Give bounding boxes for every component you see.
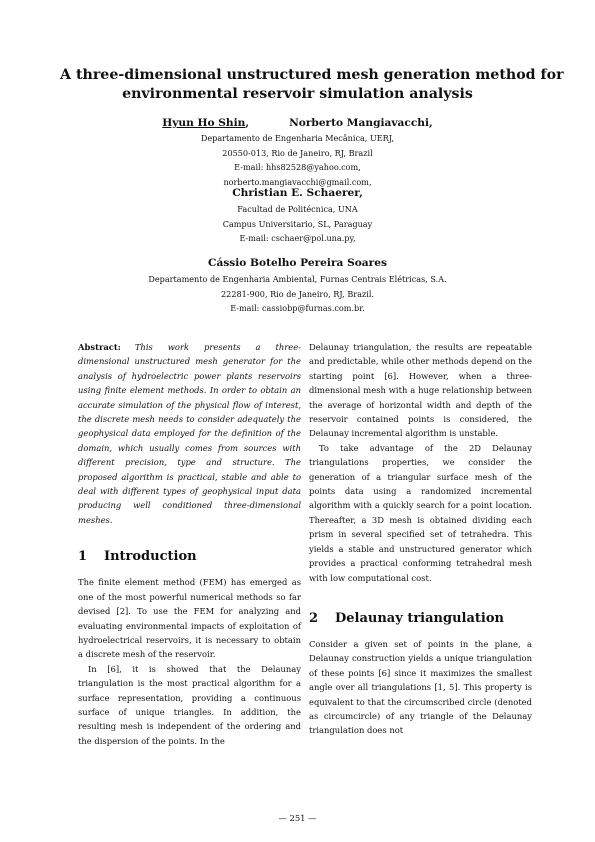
email-line: E-mail: cassiobp@furnas.com.br. bbox=[230, 303, 365, 314]
author-trailing-comma: , bbox=[429, 117, 433, 129]
affiliation-line: Campus Universitario, SL, Paraguay bbox=[222, 218, 373, 229]
paper-title bbox=[60, 66, 564, 104]
author-name-shin: Hyun Ho Shin bbox=[162, 117, 246, 129]
section-heading-introduction bbox=[78, 549, 301, 565]
section-title: Introduction bbox=[104, 549, 197, 565]
abstract-text: This work presents a three-dimensional unstructured mesh generator for the analysis of hydroelectric power plants reservoirs using finite element methods. In order to obtain an accurate simulation of the physical flow of interest, the discrete mesh needs to consider adequately the geophysical data employed for the definition of the domain, which usually comes from sources with different precision, type and structure. The proposed algorithm is practical, stable and able to deal with different types of geophysical input data producing well conditioned three-dimensional meshes. bbox=[78, 342, 301, 525]
title-line-2: environmental reservoir simulation analysis bbox=[122, 86, 473, 102]
author-name-mangiavacchi: Norberto Mangiavacchi bbox=[289, 117, 430, 129]
affiliation-block-furnas bbox=[0, 272, 595, 316]
email-primary: E-mail: hhs82528@yahoo.com, bbox=[234, 162, 361, 173]
abstract-label: Abstract: bbox=[78, 342, 121, 352]
author-name-soares: Cássio Botelho Pereira Soares bbox=[208, 257, 387, 269]
body-paragraph: Consider a given set of points in the plane, a Delaunay construction yields a unique triangulation of these points [6] since it maximizes the smallest angle over all triangulations [1, 5]. This property is equivalent to that the circumscribed circle (denoted as circumcircle) of any triangle of the Delaunay triangulation does not bbox=[309, 638, 532, 736]
section-title: Delaunay triangulation bbox=[335, 610, 504, 626]
body-paragraph: In [6], it is showed that the Delaunay triangulation is the most practical algorithm for a surface representation, providing a continuous surface of unique triangles. In addition, the resulting mesh is independent of the ordering and the dispersion of the points. In the bbox=[78, 663, 301, 746]
author-line bbox=[0, 116, 595, 130]
affiliation-line: 22281-900, Rio de Janeiro, RJ, Brazil. bbox=[221, 288, 374, 299]
affiliation-line: Departamento de Engenharia Mecânica, UERJ, bbox=[200, 133, 395, 143]
left-column bbox=[78, 340, 301, 748]
affiliation-line: Departamento de Engenharia Ambiental, Furnas Centrais Elétricas, S.A. bbox=[148, 274, 447, 284]
email-line bbox=[0, 160, 595, 189]
section-number: 1 bbox=[78, 549, 88, 565]
right-column bbox=[309, 340, 532, 738]
body-paragraph: Delaunay triangulation, the results are repeatable and predictable, while other methods depend on the starting point [6]. However, when a three-dimensional mesh with a huge relationship between the average of horizontal width and depth of the reservoir contained points is considered, the Delaunay incremental algorithm is unstable. bbox=[309, 342, 532, 439]
email-line: E-mail: cschaer@pol.una.py, bbox=[239, 233, 356, 244]
author-name-schaerer: Christian E. Schaerer, bbox=[232, 187, 363, 199]
affiliation-line: Facultad de Politécnica, UNA bbox=[237, 204, 358, 214]
affiliation-block-uerj bbox=[0, 131, 595, 189]
body-paragraph: The finite element method (FEM) has emerged as one of the most powerful numerical methods so far devised [2]. To use the FEM for analyzing and evaluating environmental impacts of exploitation of hydroelectrical reservoirs, it is necessary to obtain a discrete mesh of the reservoir. bbox=[78, 577, 301, 660]
abstract bbox=[78, 340, 301, 527]
section-number: 2 bbox=[309, 610, 319, 626]
title-line-1: A three-dimensional unstructured mesh generation method for bbox=[60, 67, 564, 83]
affiliation-line: 20550-013, Rio de Janeiro, RJ, Brazil bbox=[222, 147, 373, 158]
section-heading-delaunay bbox=[309, 611, 532, 627]
email-secondary: norberto.mangiavacchi@gmail.com, bbox=[223, 176, 372, 187]
page-number: — 251 — bbox=[278, 813, 317, 823]
author-separator: , bbox=[245, 117, 250, 129]
body-paragraph: To take advantage of the 2D Delaunay triangulations properties, we consider the generation of a triangular surface mesh of the points data using a randomized incremental algorithm with a quickly search for a point location. Thereafter, a 3D mesh is obtained dividing each prism in several specified set of tetrahedra. This yields a stable and unstructured generator which provides a practical conforming tetrahedral mesh with low computational cost. bbox=[309, 442, 532, 583]
affiliation-block-una bbox=[0, 202, 595, 246]
